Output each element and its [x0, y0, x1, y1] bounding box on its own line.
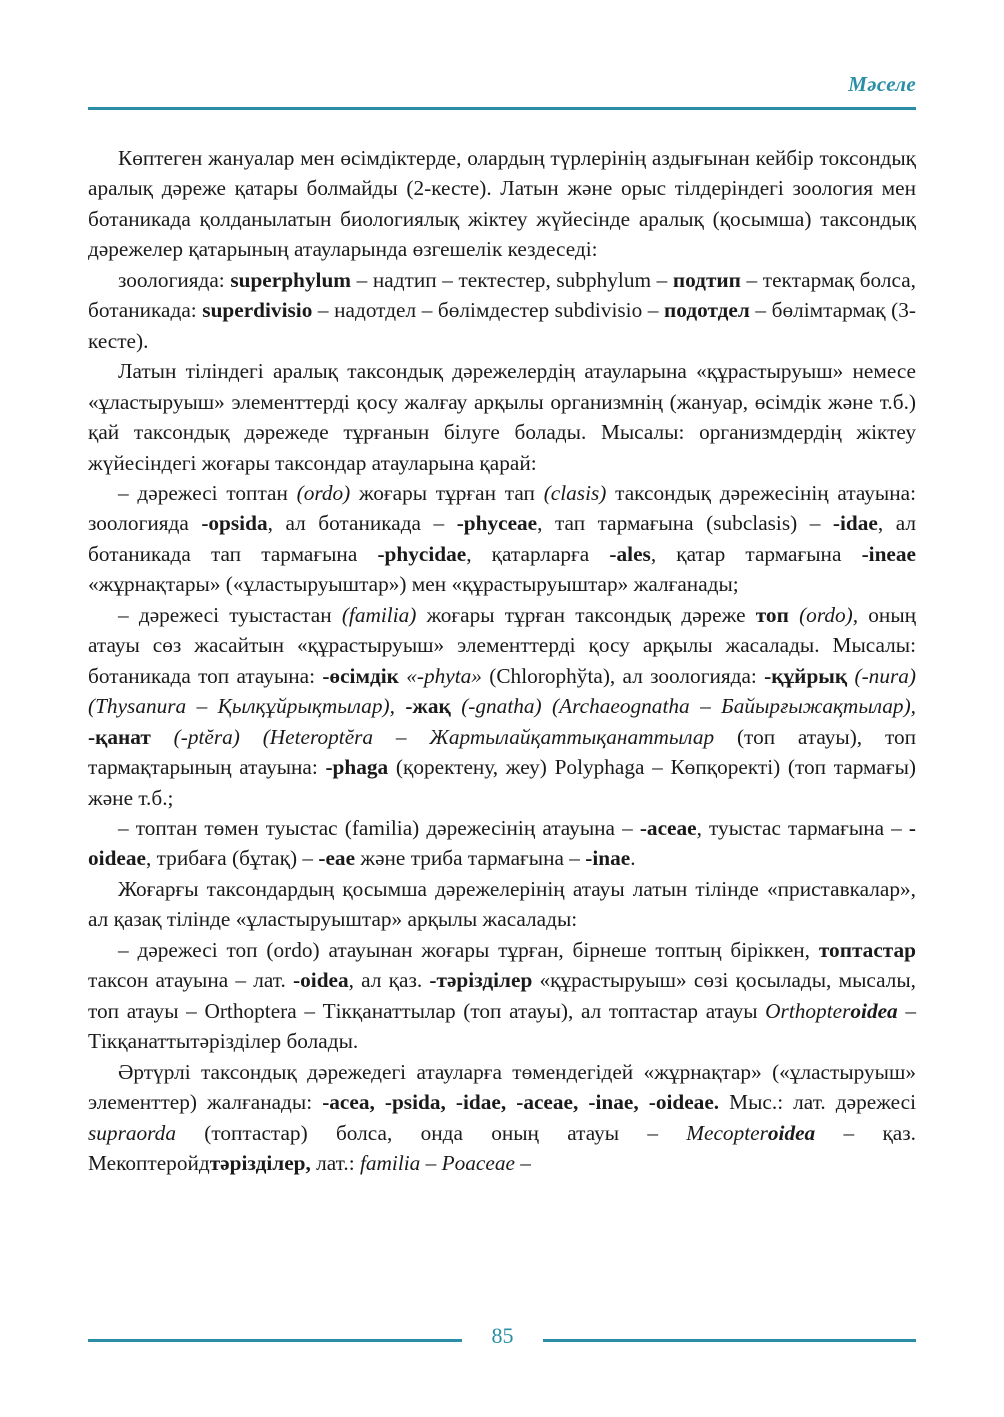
text-run: топтастар [818, 937, 916, 962]
text-run: Mecopter [686, 1120, 768, 1145]
text-run: Жоғарғы таксондардың қосымша дәрежелерінің атауы латын тілінде «приставкалар», ал қазақ тілінде «ұластыруыштар» арқылы жасалады: [88, 876, 916, 932]
text-run: – бөлімтармақ (3-кесте). [88, 298, 917, 353]
text-run: -eae [318, 846, 356, 871]
text-run: -idae [832, 511, 878, 536]
text-run: , қатар тармағына [650, 541, 862, 566]
text-run [451, 694, 461, 718]
text-run: подтип [672, 267, 741, 292]
paragraph [88, 935, 916, 1057]
text-run: жоғары тұрған тап [350, 480, 544, 505]
text-run: , ал ботаникада тап тармағына [88, 511, 916, 566]
text-run: – надтип – тектестер, subphylum – [351, 267, 673, 292]
text-run: (clasis) [543, 480, 607, 505]
text-run: жоғары тұрған таксондық дәреже [416, 602, 756, 627]
page-number: 85 [491, 1323, 514, 1348]
paragraph [88, 1057, 916, 1179]
text-run: – тектармақ болса, ботаникада: [88, 267, 916, 323]
text-run [395, 694, 405, 718]
text-run: Poaceae [441, 1150, 515, 1175]
text-run: superdivisio [202, 298, 313, 323]
text-run: (familia) [341, 602, 417, 627]
text-run [789, 603, 799, 627]
text-run: (ordo) [296, 480, 351, 505]
text-run: -oideae [88, 815, 917, 871]
text-run: Әртүрлі таксондық дәрежедегі атауларға төмендегідей «жұрнақтар» («ұластыруыш» элементтер) жалғанады: [88, 1059, 916, 1115]
text-run: supraorda [88, 1120, 176, 1145]
paragraph [88, 143, 916, 265]
text-run: зоологияда: [118, 267, 231, 292]
text-run: «жұрнақтары» («ұластыруыштар») мен «құрастыруыштар» жалғанады; [88, 572, 739, 597]
text-run: тәрізділер, [209, 1150, 311, 1175]
text-run: -қанат [88, 724, 151, 749]
text-run: – қаз. Мекоптеройд [88, 1120, 916, 1175]
text-run: (топтастар) болса, онда оның атауы – [175, 1120, 687, 1145]
text-run: superphylum [230, 267, 352, 292]
text-run: (-gnatha) (Archaeognatha – Байырғыжақтылар), [461, 694, 916, 719]
text-run: «-phyta» [406, 663, 482, 688]
text-run: (Chlorophўta), ал зоологияда: [481, 663, 765, 688]
text-run: . [630, 846, 636, 871]
text-run: – [514, 1150, 531, 1175]
text-run: – [420, 1150, 442, 1175]
text-run: -жақ [405, 694, 451, 719]
text-run: , тап тармағына (subclasis) – [537, 511, 833, 536]
text-run: oidea [850, 998, 898, 1023]
text-run: -өсімдік [322, 663, 399, 688]
paragraph [88, 265, 916, 356]
header-rule [88, 107, 916, 110]
text-run: -құйрық [764, 663, 848, 688]
footer-rule-left [88, 1339, 462, 1342]
text-run: -тәрізділер [429, 968, 533, 993]
text-run: -acea, -psida, -idae, -aceae, -inae, -oideae. [322, 1090, 720, 1115]
text-run: (қоректену, жеу) Polyphaga – Көпқоректі) (топ тармағы) және т.б.; [88, 755, 916, 810]
text-run: – дәрежесі топтан [118, 480, 297, 505]
text-run: топ [755, 602, 789, 627]
text-run: таксондық дәрежесінің атауына: зоологияда [88, 480, 916, 536]
text-run: – надотдел – бөлімдестер subdivisio – [312, 298, 665, 323]
text-run: , ал қаз. [348, 968, 430, 993]
text-run: подотдел [664, 298, 750, 323]
body-text [88, 143, 916, 1178]
text-run: -phycidae [377, 541, 467, 566]
text-run: familia [359, 1150, 421, 1175]
text-run: -phaga [325, 755, 389, 780]
text-run: oidea [767, 1120, 816, 1145]
text-run: Көптеген жануалар мен өсімдіктерде, олардың түрлерінің аздығынан кейбір токсондық аралық дәреже қатары болмайды (2-кесте). Латын және орыс тілдеріндегі зоология мен ботаникада қолданылатын биологиялық жіктеу жүйесінде аралық (қосымша) таксондық дәрежелер қатарының атауларында өзгешелік кездеседі: [88, 146, 916, 262]
running-title: Мәселе [848, 72, 916, 96]
text-run: «құрастыруыш» сөзі қосылады, мысалы, топ атауы – Orthoptera – Тікқанаттылар (топ атауы), ал топтастар атауы [88, 968, 916, 1023]
text-run: -opsida [201, 511, 268, 536]
text-run: – дәрежесі топ (ordo) атауынан жоғары тұрған, бірнеше топтың біріккен, [118, 937, 819, 962]
text-run: (топ атауы), топ тармақтарының атауына: [88, 724, 917, 780]
footer-rule-right [543, 1339, 916, 1342]
text-run: лат.: [310, 1150, 360, 1175]
text-run: (-ptĕra) (Heteroptĕra – Жартылайқаттықанаттылар [173, 724, 715, 749]
text-run [847, 664, 854, 688]
paragraph [88, 874, 916, 935]
text-run: таксон атауына – лат. [88, 968, 294, 993]
text-run [151, 725, 174, 749]
text-run: , туыстас тармағына – [696, 815, 909, 840]
paragraph [88, 478, 916, 600]
text-run: – топтан төмен туыстас (familia) дәрежесінің атауына – [118, 815, 640, 840]
text-run: -ales [609, 541, 651, 566]
text-run: , трибаға (бұтақ) – [145, 846, 319, 871]
paragraph [88, 813, 916, 874]
paragraph [88, 356, 916, 478]
text-run: Мыс.: лат. дәрежесі [719, 1090, 916, 1115]
text-run: , ал ботаникада – [267, 511, 457, 536]
text-run: -aceae [639, 815, 697, 840]
text-run: , қатарларға [466, 541, 610, 566]
text-run: және триба тармағына – [355, 846, 586, 871]
text-run: -phyceae [456, 511, 538, 536]
text-run: – Тікқанаттытәрізділер болады. [88, 998, 916, 1054]
text-run: (-nura) (Thysanura – Қылқұйрықтылар), [88, 663, 917, 719]
text-run: -ineae [861, 541, 916, 566]
text-run: – дәрежесі туыстастан [118, 602, 342, 627]
paragraph [88, 600, 916, 813]
text-run: (ordo), [799, 602, 859, 627]
text-run: оның атауы сөз жасайтын «құрастыруыш» элементтерді қосу арқылы жасалады. Мысалы: ботаникада топ атауына: [88, 602, 917, 688]
text-run: Orthopter [765, 998, 851, 1023]
text-run: -inae [585, 846, 631, 871]
text-run: -oidea [293, 968, 349, 993]
text-run: Латын тіліндегі аралық таксондық дәрежелердің атауларына «құрастыруыш» немесе «ұластыруыш» элементтерді қосу жалғау арқылы организмнің (жануар, өсімдік және т.б.) қай таксондық дәрежеде тұрғанын білуге болады. Мысалы: организмдердің жіктеу жүйесіндегі жоғары таксондар атауларына қарай: [88, 359, 916, 475]
